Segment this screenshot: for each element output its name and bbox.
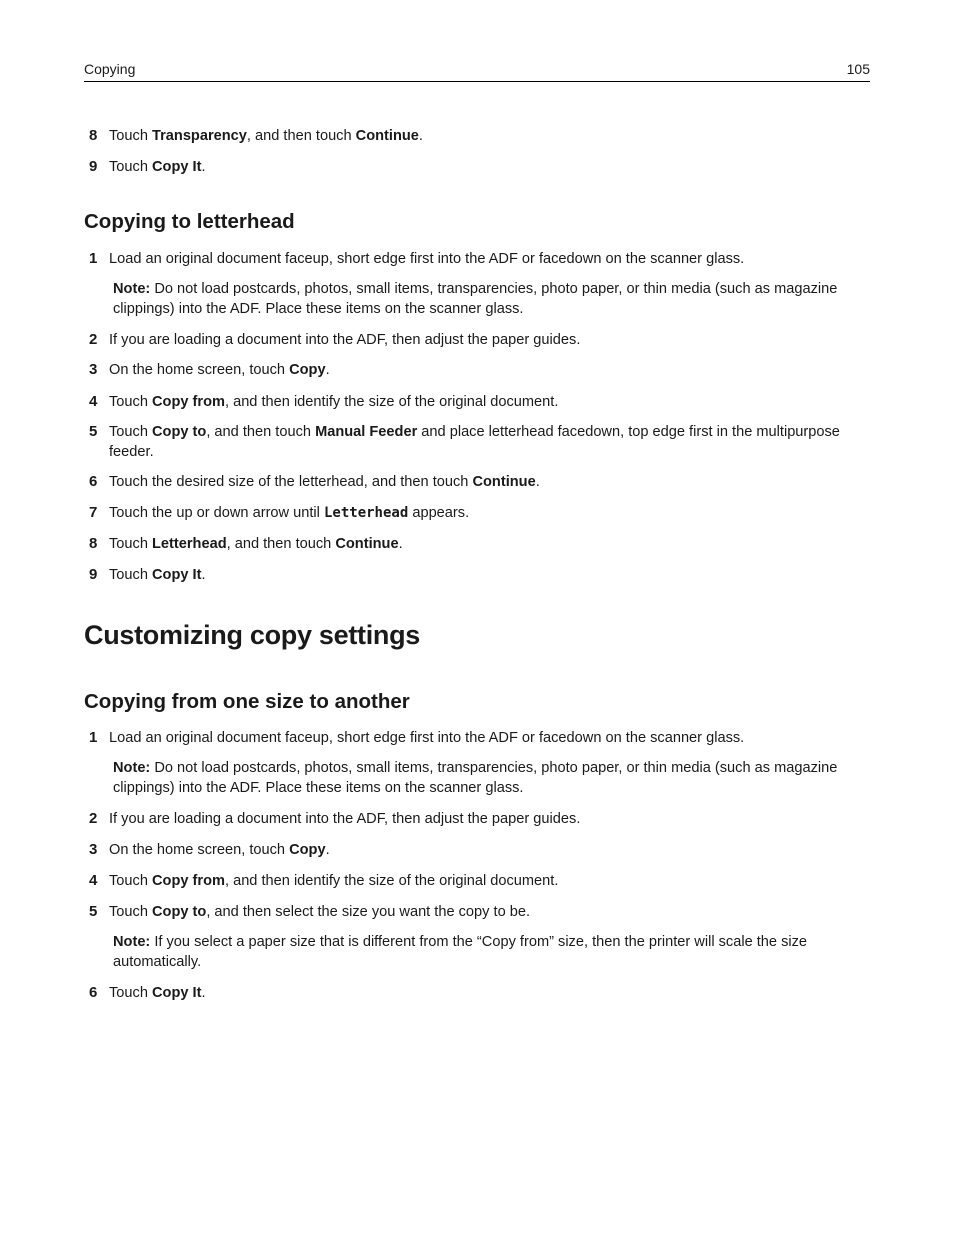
step-item — [84, 534, 870, 554]
step-text-run: Touch the up or down arrow until — [109, 505, 324, 521]
step-text — [109, 503, 870, 523]
ui-control-label: Copy to — [152, 904, 207, 920]
note-text: Do not load postcards, photos, small items, transparencies, photo paper, or thin media (such as magazine clippings) into the ADF. Place these items on the scanner glass. — [113, 281, 838, 317]
step-number: 1 — [89, 729, 98, 746]
step-item — [84, 330, 870, 350]
step-text-run: . — [398, 536, 403, 552]
step-number: 6 — [89, 984, 98, 1001]
step-item — [84, 902, 870, 922]
step-text-run: Touch — [109, 536, 152, 552]
step-text — [109, 534, 870, 554]
step-text — [109, 809, 870, 829]
step-text-run: . — [418, 128, 423, 144]
ui-control-label: Copy — [289, 842, 326, 858]
step-number: 2 — [89, 810, 98, 827]
step-text — [109, 871, 870, 891]
step-item — [84, 809, 870, 829]
note-text: If you select a paper size that is different from the “Copy from” size, then the printer will scale the size automatically. — [113, 934, 808, 970]
note — [113, 933, 870, 972]
step-text-run: Touch — [109, 128, 152, 144]
step-text — [109, 360, 870, 380]
step-text — [109, 565, 870, 585]
step-number: 5 — [89, 903, 98, 920]
note-label: Note: — [113, 281, 151, 297]
step-text-run: Touch — [109, 394, 152, 410]
ui-control-label: Continue — [355, 128, 419, 144]
step-text — [109, 840, 870, 860]
step-text-run: Touch — [109, 159, 152, 175]
ui-control-label: Continue — [472, 474, 536, 490]
step-item — [84, 565, 870, 585]
step-text-run: Load an original document faceup, short edge first into the ADF or facedown on the scanner glass. — [109, 730, 745, 746]
step-item — [84, 126, 870, 146]
step-number: 6 — [89, 473, 98, 490]
step-text-run: On the home screen, touch — [109, 842, 290, 858]
step-item — [84, 157, 870, 177]
step-number: 1 — [89, 250, 98, 267]
step-text — [109, 728, 870, 748]
step-text-run: Touch — [109, 424, 152, 440]
step-text-run: Touch — [109, 904, 152, 920]
step-text-run: Touch — [109, 985, 152, 1001]
ui-control-label: Transparency — [152, 128, 247, 144]
step-item — [84, 840, 870, 860]
step-number: 3 — [89, 361, 98, 378]
step-text-run: . — [535, 474, 540, 490]
step-text — [109, 472, 870, 492]
step-text — [109, 157, 870, 177]
step-number: 7 — [89, 504, 98, 521]
step-number: 8 — [89, 127, 98, 144]
step-text-run: . — [201, 985, 206, 1001]
header-rule — [84, 81, 870, 82]
step-text-run: Load an original document faceup, short edge first into the ADF or facedown on the scanner glass. — [109, 251, 745, 267]
ui-control-label: Copy from — [152, 873, 225, 889]
ui-control-label: Manual Feeder — [315, 424, 418, 440]
page-number: 105 — [846, 61, 870, 77]
step-number: 8 — [89, 535, 98, 552]
step-item — [84, 392, 870, 412]
step-text-run: , and then touch — [246, 128, 356, 144]
step-text — [109, 422, 870, 462]
step-number: 9 — [89, 566, 98, 583]
step-number: 5 — [89, 423, 98, 440]
step-text — [109, 392, 870, 412]
step-text-run: appears. — [408, 505, 470, 521]
step-text-run: . — [201, 567, 206, 583]
ui-control-label: Copy to — [152, 424, 207, 440]
step-text-run: and place letterhead facedown, top edge first in the multipurpose feeder. — [109, 424, 840, 460]
step-text-run: , and then identify the size of the original document. — [224, 873, 559, 889]
ui-control-label: Copy It — [152, 985, 202, 1001]
chapter-heading: Customizing copy settings — [84, 620, 421, 650]
ui-control-label: Letterhead — [152, 536, 227, 552]
step-text — [109, 902, 870, 922]
step-number: 3 — [89, 841, 98, 858]
step-text-run: Touch — [109, 873, 152, 889]
step-item — [84, 983, 870, 1003]
running-header-section: Copying — [84, 61, 136, 77]
step-number: 4 — [89, 393, 98, 410]
step-item — [84, 472, 870, 492]
note-label: Note: — [113, 934, 151, 950]
step-text-run: On the home screen, touch — [109, 362, 290, 378]
section-heading-letterhead: Copying to letterhead — [84, 210, 295, 233]
note — [113, 759, 870, 798]
step-number: 2 — [89, 331, 98, 348]
step-item — [84, 728, 870, 748]
note-text: Do not load postcards, photos, small items, transparencies, photo paper, or thin media (such as magazine clippings) into the ADF. Place these items on the scanner glass. — [113, 760, 838, 796]
ui-control-label: Copy — [289, 362, 326, 378]
step-number: 9 — [89, 158, 98, 175]
note — [113, 280, 870, 319]
step-item — [84, 360, 870, 380]
step-text-run: , and then identify the size of the original document. — [224, 394, 559, 410]
step-item — [84, 249, 870, 269]
step-text-run: If you are loading a document into the ADF, then adjust the paper guides. — [109, 811, 581, 827]
ui-control-label: Copy It — [152, 567, 202, 583]
step-text-run: , and then select the size you want the copy to be. — [206, 904, 531, 920]
ui-control-label: Copy from — [152, 394, 225, 410]
step-text-run: Touch — [109, 567, 152, 583]
display-message: Letterhead — [323, 505, 409, 521]
step-text-run: Touch the desired size of the letterhead, and then touch — [109, 474, 473, 490]
section-heading-size: Copying from one size to another — [84, 690, 410, 713]
ui-control-label: Copy It — [152, 159, 202, 175]
step-text-run: . — [325, 362, 330, 378]
step-text — [109, 249, 870, 269]
step-text-run: If you are loading a document into the ADF, then adjust the paper guides. — [109, 332, 581, 348]
step-item — [84, 871, 870, 891]
note-label: Note: — [113, 760, 151, 776]
step-text-run: . — [325, 842, 330, 858]
step-text — [109, 330, 870, 350]
step-text — [109, 126, 870, 146]
step-number: 4 — [89, 872, 98, 889]
step-item — [84, 422, 870, 462]
step-text-run: , and then touch — [206, 424, 316, 440]
step-item — [84, 503, 870, 523]
step-text-run: . — [201, 159, 206, 175]
ui-control-label: Continue — [335, 536, 399, 552]
step-text — [109, 983, 870, 1003]
step-text-run: , and then touch — [226, 536, 336, 552]
